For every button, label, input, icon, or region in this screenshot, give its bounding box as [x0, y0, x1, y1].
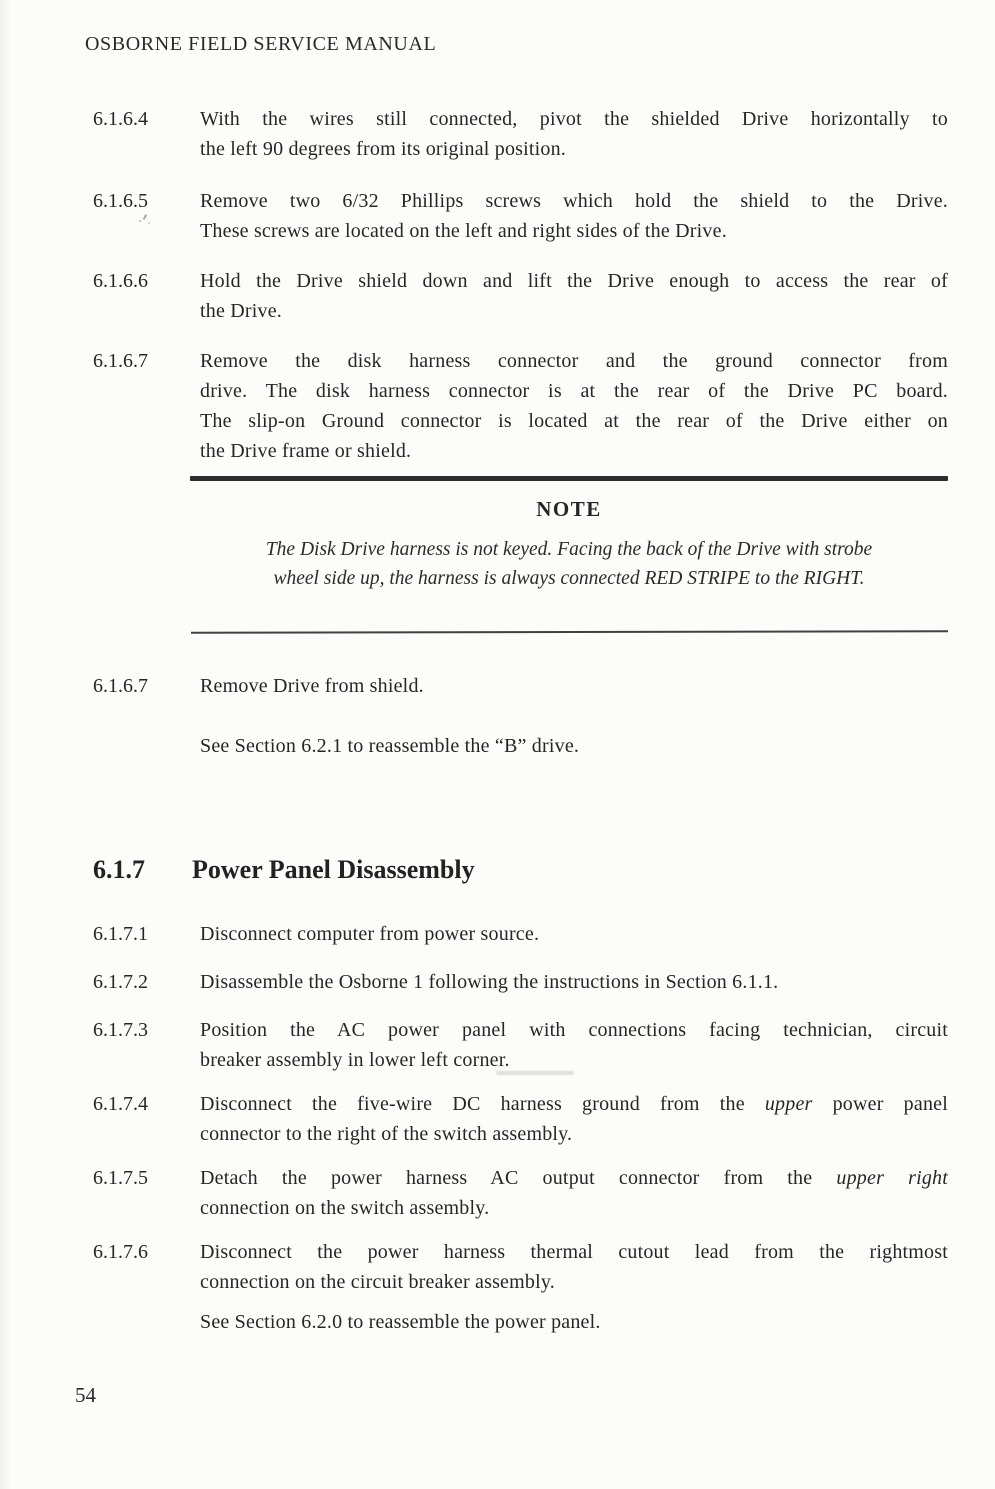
body-line: connector to the right of the switch assembly.: [200, 1123, 573, 1145]
step-number: 6.1.7.1: [93, 923, 148, 945]
step-row: [93, 671, 948, 701]
note-line: wheel side up, the harness is always connected RED STRIPE to the RIGHT.: [273, 568, 865, 589]
step-text: [200, 1163, 948, 1223]
body-line: Remove the disk harness connector and the ground connector from: [200, 350, 948, 372]
step-row: [93, 967, 948, 997]
body-line: the Drive.: [200, 300, 282, 322]
body-line: Hold the Drive shield down and lift the Drive enough to access the rear of: [200, 270, 948, 292]
scan-edge-shadow: [0, 0, 12, 1489]
note-rule-top: [190, 476, 948, 481]
emphasized-word: upper: [764, 1093, 813, 1115]
page-number: 54: [75, 1383, 96, 1407]
step-text: [200, 346, 948, 466]
section-title: Power Panel Disassembly: [192, 855, 475, 884]
body-line: Remove Drive from shield.: [200, 675, 424, 697]
body-line: Disconnect computer from power source.: [200, 923, 540, 945]
emphasized-word: upper right: [836, 1167, 948, 1189]
step-number: 6.1.7.2: [93, 971, 148, 993]
body-line: connection on the circuit breaker assembly.: [200, 1271, 555, 1293]
body-line: the left 90 degrees from its original position.: [200, 138, 566, 160]
step-row: [93, 346, 948, 466]
step-number: 6.1.6.7: [93, 350, 148, 372]
step-number: 6.1.7.6: [93, 1241, 148, 1263]
step-text: [200, 1237, 948, 1297]
scan-artifact: [137, 213, 151, 227]
section-heading: [93, 855, 948, 885]
body-line: Position the AC power panel with connections facing technician, circuit: [200, 1019, 948, 1041]
see-reference: See Section 6.2.0 to reassemble the power panel.: [200, 1311, 601, 1333]
note-line: The Disk Drive harness is not keyed. Facing the back of the Drive with strobe: [265, 539, 873, 560]
note-text: [190, 535, 948, 593]
body-line: The slip-on Ground connector is located at the rear of the Drive either on: [200, 410, 948, 432]
step-row: [93, 1015, 948, 1075]
step-text: [200, 1089, 948, 1149]
section-number: 6.1.7: [93, 855, 145, 884]
note-title: NOTE: [536, 497, 602, 521]
body-line: connection on the switch assembly.: [200, 1197, 490, 1219]
step-row: [93, 1089, 948, 1149]
body-line: [200, 1163, 948, 1193]
step-number: 6.1.6.7: [93, 675, 148, 697]
step-text: [200, 104, 948, 164]
step-number: 6.1.7.5: [93, 1167, 148, 1189]
body-line: Remove two 6/32 Phillips screws which hold the shield to the Drive.: [200, 190, 948, 212]
step-number: 6.1.7.3: [93, 1019, 148, 1041]
step-number: 6.1.7.4: [93, 1093, 148, 1115]
step-text: [200, 967, 948, 997]
see-reference: See Section 6.2.1 to reassemble the “B” drive.: [200, 735, 580, 757]
step-text: [200, 671, 948, 701]
body-line: These screws are located on the left and right sides of the Drive.: [200, 220, 727, 242]
body-line: With the wires still connected, pivot the shielded Drive horizontally to: [200, 108, 948, 130]
body-line-part: power panel: [812, 1093, 948, 1115]
note-rule-bottom: [191, 630, 948, 634]
body-line: Disconnect the power harness thermal cutout lead from the rightmost: [200, 1241, 948, 1263]
step-number: 6.1.6.5: [93, 190, 148, 212]
step-text: [200, 266, 948, 326]
step-row: [93, 1163, 948, 1223]
body-line: breaker assembly in lower left corner.: [200, 1049, 510, 1071]
body-line: Disassemble the Osborne 1 following the instructions in Section 6.1.1.: [200, 971, 779, 993]
step-number: 6.1.6.6: [93, 270, 148, 292]
step-row: [93, 104, 948, 164]
body-line-part: Detach the power harness AC output connector from the: [200, 1167, 837, 1189]
body-line: [200, 1089, 948, 1119]
body-line-part: Disconnect the five-wire DC harness ground from the: [200, 1093, 765, 1115]
step-text: [200, 919, 948, 949]
step-text: [200, 1015, 948, 1075]
running-header: OSBORNE FIELD SERVICE MANUAL: [85, 33, 437, 55]
step-row: [93, 266, 948, 326]
step-row: [93, 1237, 948, 1297]
step-row: [93, 919, 948, 949]
step-text: [200, 186, 948, 246]
step-number: 6.1.6.4: [93, 108, 148, 130]
scan-smudge: [496, 1071, 574, 1075]
body-line: drive. The disk harness connector is at the rear of the Drive PC board.: [200, 380, 948, 402]
body-line: the Drive frame or shield.: [200, 440, 412, 462]
step-row: [93, 186, 948, 246]
